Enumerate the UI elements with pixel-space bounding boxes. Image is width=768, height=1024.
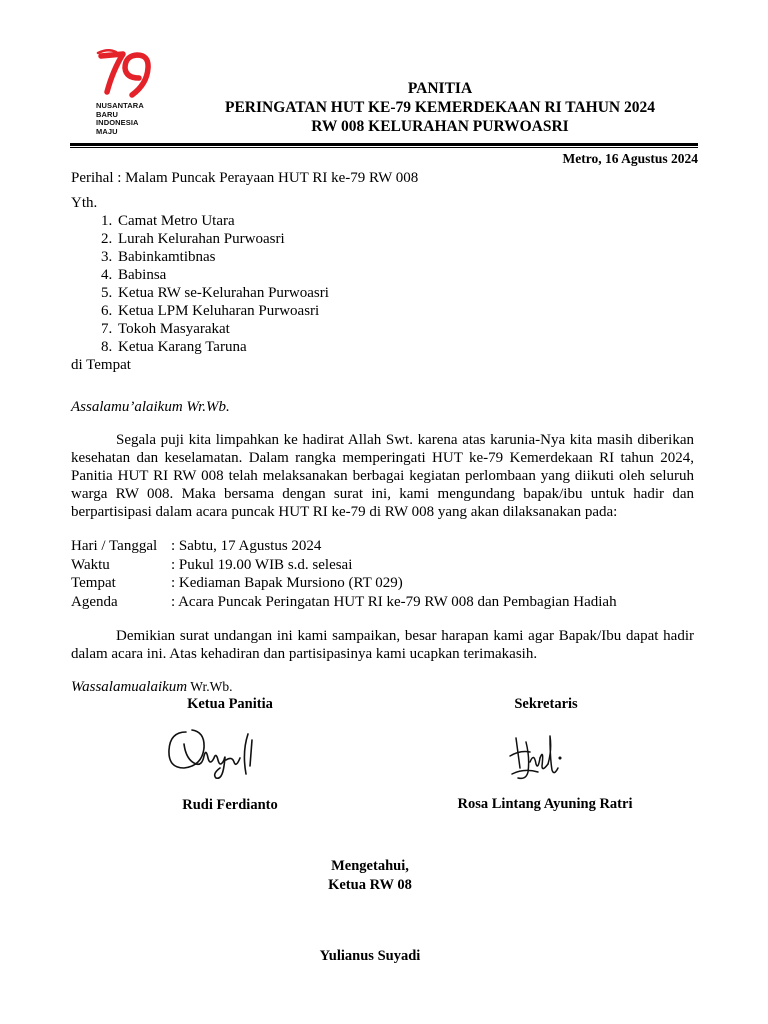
- logo-line-4: MAJU: [96, 126, 118, 136]
- list-item: 3. Babinkamtibnas: [116, 248, 329, 266]
- rw-chair-name: Yulianus Suyadi: [319, 948, 421, 964]
- detail-row-place: [71, 574, 617, 593]
- detail-value: : Kediaman Bapak Mursiono (RT 029): [171, 575, 403, 591]
- closing: [71, 678, 232, 696]
- letter-subject: Perihal : Malam Puncak Perayaan HUT RI ke-79 RW 008: [71, 170, 419, 186]
- detail-label: Agenda: [71, 593, 118, 610]
- addressee-intro: Yth.: [71, 195, 98, 211]
- rw-chair-title: Ketua RW 08: [328, 877, 412, 893]
- event-details: [71, 537, 617, 611]
- closing-italic: Wassalamualaikum: [71, 679, 188, 695]
- detail-row-time: [71, 556, 617, 575]
- header-line-3: RW 008 KELURAHAN PURWOASRI: [311, 118, 569, 135]
- logo-line-3: INDONESIA: [96, 118, 139, 127]
- detail-label: Waktu: [71, 556, 110, 573]
- recipient-list: [71, 212, 329, 356]
- closing-rest: Wr.Wb.: [187, 679, 233, 694]
- chair-name: Rudi Ferdianto: [182, 797, 278, 813]
- list-item: 6. Ketua LPM Keluharan Purwoasri: [116, 302, 329, 320]
- list-item: 2. Lurah Kelurahan Purwoasri: [116, 230, 329, 248]
- logo-line-1: NUSANTARA: [96, 101, 144, 110]
- header-rule-thick: [70, 143, 698, 146]
- detail-value: : Sabtu, 17 Agustus 2024: [171, 538, 322, 554]
- detail-value: : Acara Puncak Peringatan HUT RI ke-79 RW 008 dan Pembagian Hadiah: [171, 593, 617, 610]
- letter-date: Metro, 16 Agustus 2024: [562, 151, 698, 166]
- secretary-title: Sekretaris: [514, 696, 578, 712]
- detail-value: : Pukul 19.00 WIB s.d. selesai: [171, 556, 353, 573]
- addressee-place: di Tempat: [71, 357, 131, 373]
- header-rule-thin: [70, 147, 698, 148]
- hut-ri-79-logo: [96, 48, 156, 140]
- body-paragraph-1: Segala puji kita limpahkan ke hadirat Allah Swt. karena atas karunia-Nya kita masih diberikan kesehatan dan keselamatan. Dalam rangka memperingati HUT ke-79 Kemerdekaan RI tahun 2024, Panitia HUT RI RW 008 telah melaksanakan berbagai kegiatan perlombaan yang diikuti oleh seluruh warga RW 008. Maka bersama dengan surat ini, kami mengundang bapak/ibu untuk hadir dan berpartisipasi dalam acara puncak HUT RI ke-79 di RW 008 yang akan dilaksanakan pada:: [71, 432, 694, 520]
- header-line-2: PERINGATAN HUT KE-79 KEMERDEKAAN RI TAHUN 2024: [224, 99, 655, 116]
- body-paragraph-2: Demikian surat undangan ini kami sampaikan, besar harapan kami agar Bapak/Ibu dapat hadir dalam acara ini. Atas kehadiran dan partisipasinya kami ucapkan terimakasih.: [71, 628, 694, 662]
- detail-label: Hari / Tanggal: [71, 538, 158, 554]
- logo-79-mark-icon: [96, 48, 156, 102]
- list-item: 1. Camat Metro Utara: [116, 212, 329, 230]
- detail-row-date: [71, 537, 617, 556]
- chair-signature-icon: [162, 722, 260, 784]
- list-item: 8. Ketua Karang Taruna: [116, 338, 329, 356]
- logo-line-2: BARU: [96, 109, 119, 119]
- detail-label: Tempat: [71, 575, 116, 591]
- header-line-1: PANITIA: [407, 80, 473, 97]
- list-item: 7. Tokoh Masyarakat: [116, 320, 329, 338]
- secretary-name: Rosa Lintang Ayuning Ratri: [457, 796, 633, 812]
- secretary-signature-icon: [504, 728, 564, 788]
- acknowledged-label: Mengetahui,: [331, 858, 409, 874]
- list-item: 4. Babinsa: [116, 266, 329, 284]
- chair-title: Ketua Panitia: [187, 696, 273, 712]
- detail-row-agenda: [71, 593, 617, 612]
- list-item: 5. Ketua RW se-Kelurahan Purwoasri: [116, 284, 329, 302]
- greeting: Assalamu’alaikum Wr.Wb.: [71, 399, 230, 415]
- logo-tagline: [96, 102, 144, 136]
